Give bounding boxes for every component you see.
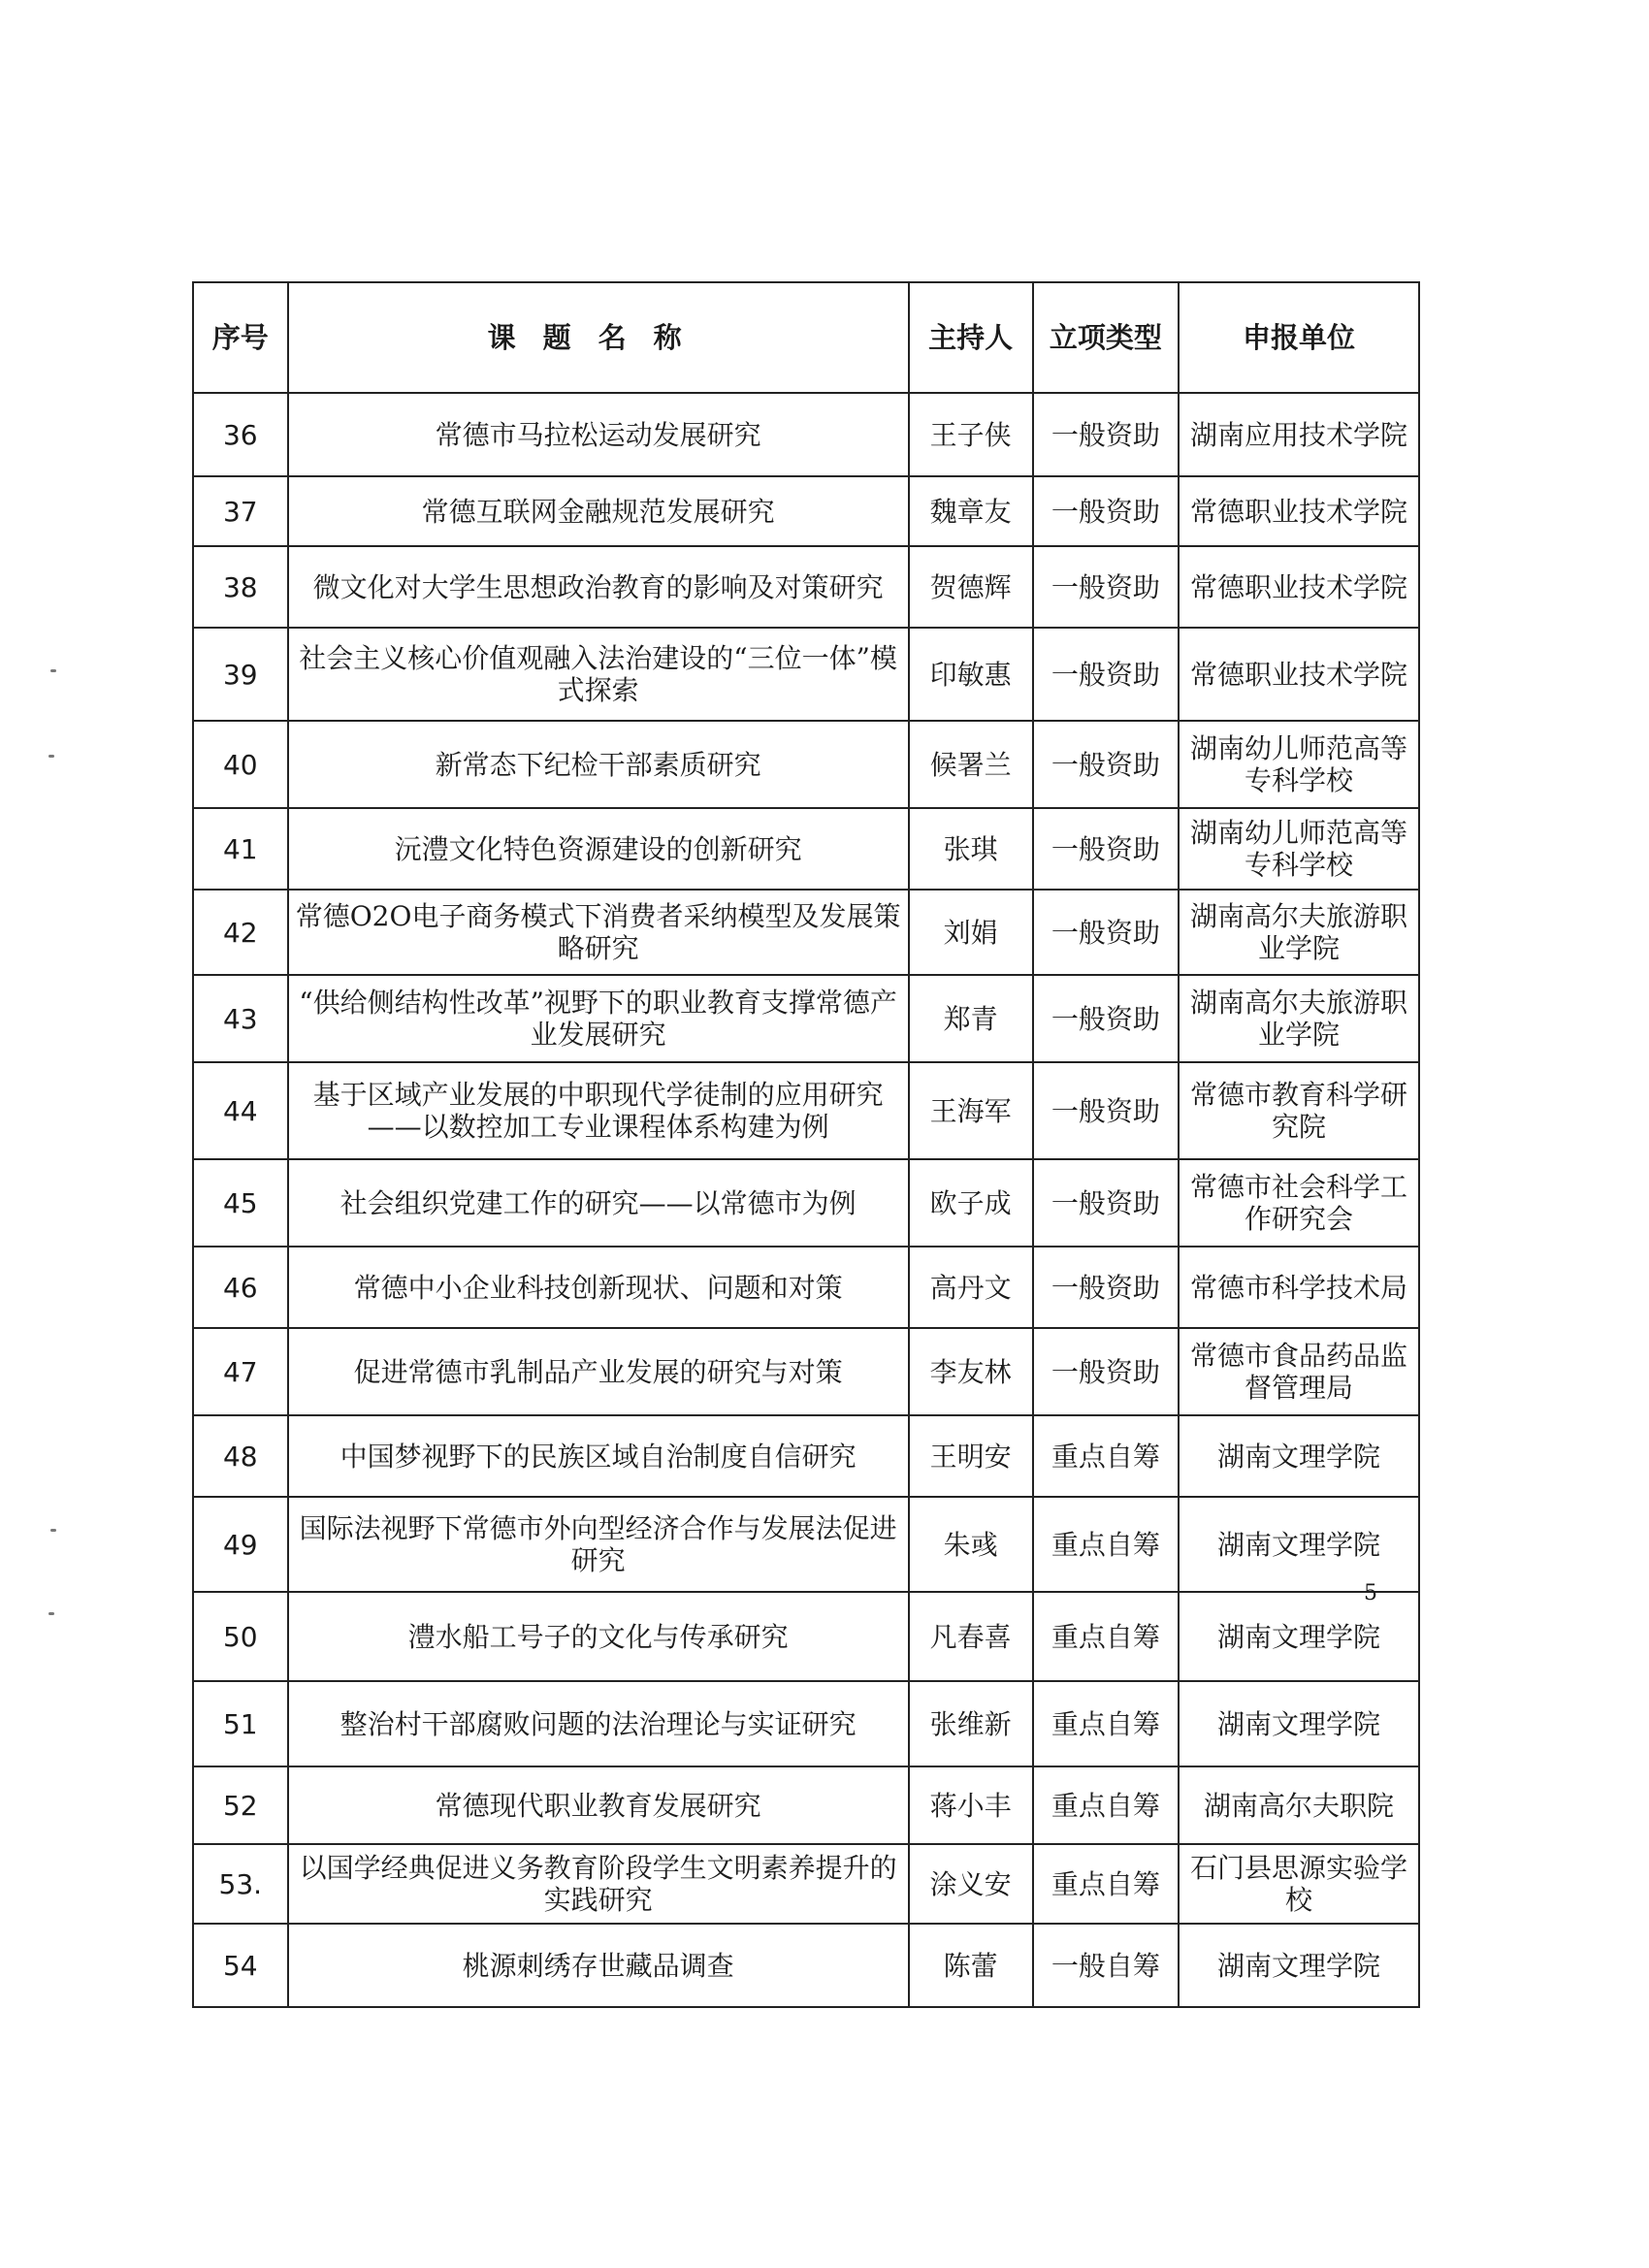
row-type: 一般资助 (1033, 975, 1179, 1062)
row-title: 常德O2O电子商务模式下消费者采纳模型及发展策略研究 (288, 890, 909, 975)
table-row (193, 890, 1419, 975)
table-row (193, 393, 1419, 476)
row-type: 一般资助 (1033, 628, 1179, 721)
table-header-row (193, 282, 1419, 393)
header-unit: 申报单位 (1179, 282, 1419, 393)
row-unit: 湖南高尔夫旅游职业学院 (1179, 975, 1419, 1062)
row-type: 一般资助 (1033, 1247, 1179, 1328)
row-title: 国际法视野下常德市外向型经济合作与发展法促进研究 (288, 1497, 909, 1592)
table-row (193, 1159, 1419, 1247)
table-row (193, 975, 1419, 1062)
row-host: 李友林 (909, 1328, 1033, 1415)
row-unit: 常德职业技术学院 (1179, 546, 1419, 628)
row-title: 社会主义核心价值观融入法治建设的“三位一体”模式探索 (288, 628, 909, 721)
row-unit: 湖南幼儿师范高等专科学校 (1179, 808, 1419, 890)
row-type: 重点自筹 (1033, 1844, 1179, 1924)
row-host: 欧子成 (909, 1159, 1033, 1247)
row-title: 中国梦视野下的民族区域自治制度自信研究 (288, 1415, 909, 1497)
row-title: 桃源刺绣存世藏品调查 (288, 1924, 909, 2007)
table-row (193, 1844, 1419, 1924)
row-host: 王海军 (909, 1062, 1033, 1159)
header-type: 立项类型 (1033, 282, 1179, 393)
page-number: 5 (1364, 1581, 1377, 1605)
row-host: 张琪 (909, 808, 1033, 890)
row-index: 40 (193, 721, 288, 808)
row-title: 社会组织党建工作的研究——以常德市为例 (288, 1159, 909, 1247)
row-type: 一般资助 (1033, 808, 1179, 890)
table-row (193, 1592, 1419, 1681)
table-row (193, 1062, 1419, 1159)
table-row (193, 808, 1419, 890)
row-index: 54 (193, 1924, 288, 2007)
project-table (192, 281, 1420, 2008)
row-host: 魏章友 (909, 476, 1033, 546)
row-title: 沅澧文化特色资源建设的创新研究 (288, 808, 909, 890)
row-unit: 湖南幼儿师范高等专科学校 (1179, 721, 1419, 808)
row-index: 47 (193, 1328, 288, 1415)
row-type: 重点自筹 (1033, 1592, 1179, 1681)
row-type: 一般资助 (1033, 890, 1179, 975)
row-type: 一般资助 (1033, 393, 1179, 476)
row-index: 36 (193, 393, 288, 476)
row-type: 重点自筹 (1033, 1681, 1179, 1766)
row-unit: 常德市科学技术局 (1179, 1247, 1419, 1328)
row-title: 常德互联网金融规范发展研究 (288, 476, 909, 546)
row-index: 37 (193, 476, 288, 546)
table-row (193, 1415, 1419, 1497)
header-title: 课题名称 (288, 282, 909, 393)
table-row (193, 1681, 1419, 1766)
row-type: 一般资助 (1033, 546, 1179, 628)
row-title: 常德中小企业科技创新现状、问题和对策 (288, 1247, 909, 1328)
row-host: 候署兰 (909, 721, 1033, 808)
row-host: 蒋小丰 (909, 1766, 1033, 1844)
row-title: 新常态下纪检干部素质研究 (288, 721, 909, 808)
row-index: 42 (193, 890, 288, 975)
row-host: 张维新 (909, 1681, 1033, 1766)
row-title: 整治村干部腐败问题的法治理论与实证研究 (288, 1681, 909, 1766)
row-index: 49 (193, 1497, 288, 1592)
row-type: 一般资助 (1033, 476, 1179, 546)
row-type: 一般资助 (1033, 721, 1179, 808)
row-unit: 湖南高尔夫职院 (1179, 1766, 1419, 1844)
row-type: 重点自筹 (1033, 1497, 1179, 1592)
row-host: 高丹文 (909, 1247, 1033, 1328)
scan-speck (50, 669, 56, 672)
scan-speck (50, 1529, 56, 1532)
row-unit: 常德市食品药品监督管理局 (1179, 1328, 1419, 1415)
table-row (193, 1247, 1419, 1328)
row-title: 常德市马拉松运动发展研究 (288, 393, 909, 476)
row-title: 常德现代职业教育发展研究 (288, 1766, 909, 1844)
row-host: 涂义安 (909, 1844, 1033, 1924)
row-host: 郑青 (909, 975, 1033, 1062)
row-host: 贺德辉 (909, 546, 1033, 628)
row-index: 38 (193, 546, 288, 628)
row-host: 王子侠 (909, 393, 1033, 476)
row-unit: 常德职业技术学院 (1179, 476, 1419, 546)
row-unit: 湖南文理学院 (1179, 1497, 1419, 1592)
row-index: 39 (193, 628, 288, 721)
table-row (193, 1766, 1419, 1844)
row-index: 50 (193, 1592, 288, 1681)
row-title: 澧水船工号子的文化与传承研究 (288, 1592, 909, 1681)
row-host: 陈蕾 (909, 1924, 1033, 2007)
row-index: 45 (193, 1159, 288, 1247)
row-unit: 石门县思源实验学校 (1179, 1844, 1419, 1924)
row-unit: 湖南文理学院 (1179, 1415, 1419, 1497)
row-title: 微文化对大学生思想政治教育的影响及对策研究 (288, 546, 909, 628)
row-index: 48 (193, 1415, 288, 1497)
row-index: 44 (193, 1062, 288, 1159)
row-unit: 湖南文理学院 (1179, 1592, 1419, 1681)
table-row (193, 476, 1419, 546)
row-index: 52 (193, 1766, 288, 1844)
row-host: 凡春喜 (909, 1592, 1033, 1681)
row-unit: 常德职业技术学院 (1179, 628, 1419, 721)
row-index: 53. (193, 1844, 288, 1924)
table-row (193, 1497, 1419, 1592)
row-type: 一般资助 (1033, 1062, 1179, 1159)
row-unit: 湖南文理学院 (1179, 1924, 1419, 2007)
row-title: 促进常德市乳制品产业发展的研究与对策 (288, 1328, 909, 1415)
row-unit: 常德市社会科学工作研究会 (1179, 1159, 1419, 1247)
table-row (193, 1924, 1419, 2007)
row-unit: 湖南文理学院 (1179, 1681, 1419, 1766)
table-row (193, 628, 1419, 721)
row-type: 一般资助 (1033, 1328, 1179, 1415)
scan-speck (48, 1612, 54, 1615)
row-host: 王明安 (909, 1415, 1033, 1497)
header-host: 主持人 (909, 282, 1033, 393)
row-type: 重点自筹 (1033, 1766, 1179, 1844)
row-unit: 湖南高尔夫旅游职业学院 (1179, 890, 1419, 975)
table-row (193, 546, 1419, 628)
scan-speck (48, 755, 54, 758)
row-type: 一般自筹 (1033, 1924, 1179, 2007)
table-row (193, 721, 1419, 808)
row-type: 重点自筹 (1033, 1415, 1179, 1497)
row-unit: 湖南应用技术学院 (1179, 393, 1419, 476)
row-index: 51 (193, 1681, 288, 1766)
row-type: 一般资助 (1033, 1159, 1179, 1247)
row-title: “供给侧结构性改革”视野下的职业教育支撑常德产业发展研究 (288, 975, 909, 1062)
row-host: 印敏惠 (909, 628, 1033, 721)
row-title: 基于区域产业发展的中职现代学徒制的应用研究——以数控加工专业课程体系构建为例 (288, 1062, 909, 1159)
table-row (193, 1328, 1419, 1415)
row-index: 46 (193, 1247, 288, 1328)
row-unit: 常德市教育科学研究院 (1179, 1062, 1419, 1159)
row-title: 以国学经典促进义务教育阶段学生文明素养提升的实践研究 (288, 1844, 909, 1924)
row-host: 朱彧 (909, 1497, 1033, 1592)
row-index: 41 (193, 808, 288, 890)
row-index: 43 (193, 975, 288, 1062)
row-host: 刘娟 (909, 890, 1033, 975)
header-index: 序号 (193, 282, 288, 393)
